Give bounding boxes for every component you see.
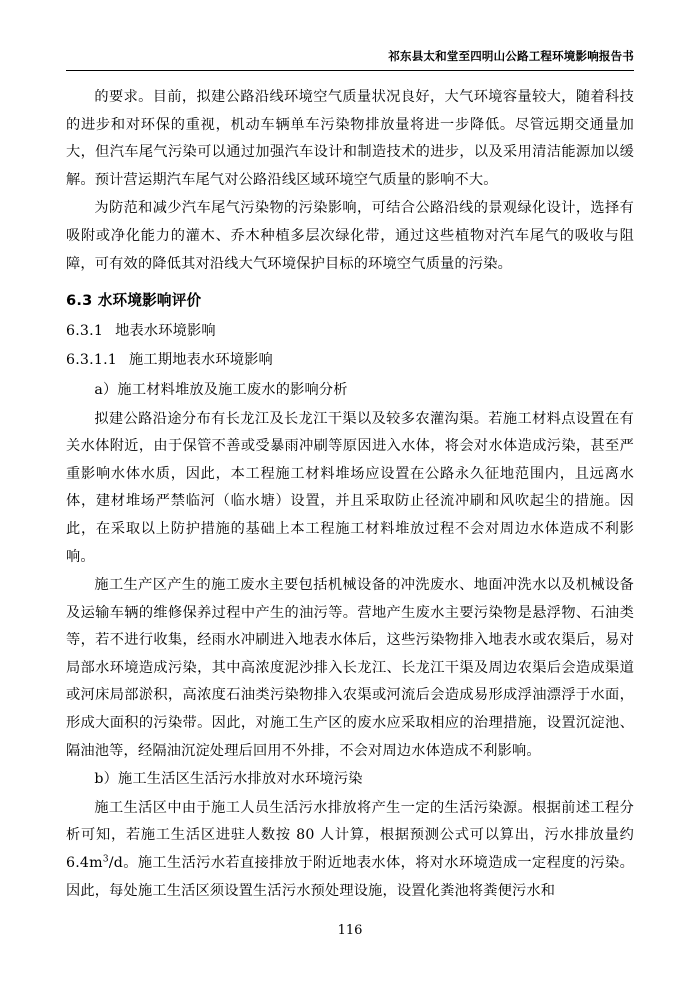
list-item-a: a）施工材料堆放及施工废水的影响分析 [94,381,348,398]
superscript-exponent: 3 [102,854,109,865]
paragraph-text-part1: 施工生活区中由于施工人员生活污水排放将产生一定的生活污染源。根据前述工程分析可知，若施工生活区进驻人数按 80 人计算，根据预测公式可以算出，污水排放量约 6.4m [66,799,634,872]
header-divider [66,70,634,71]
paragraph: 施工生产区产生的施工废水主要包括机械设备的冲洗废水、地面冲洗水以及机械设备及运输车辆的维修保养过程中产生的油污等。营地产生废水主要污染物是悬浮物、石油类等，若不进行收集，经雨水冲刷进入地表水体后，这些污染物排入地表水或农渠后，易对局部水环境造成污染，其中高浓度泥沙排入长龙江、长龙江干渠及周边农渠后会造成渠道或河床局部淤积，高浓度石油类污染物排入农渠或河流后会造成易形成浮油漂浮于水面，形成大面积的污染带。因此，对施工生产区的废水应采取相应的治理措施，设置沉淀池、隔油池等，经隔油沉淀处理后回用不外排，不会对周边水体造成不利影响。 [66,577,634,759]
section-number: 6.3.1.1 [66,352,118,369]
page-header: 祁东县太和堂至四明山公路工程环境影响报告书 [388,49,634,63]
paragraph: 的要求。目前，拟建公路沿线环境空气质量状况良好，大气环境容量较大，随着科技的进步和对环保的重视，机动车辆单车污染物排放量将进一步降低。尽管远期交通量加大，但汽车尾气污染可以通过加强汽车设计和制造技术的进步，以及采用清洁能源加以缓解。预计营运期汽车尾气对公路沿线区域环境空气质量的影响不大。 [66,89,634,188]
section-title: 地表水环境影响 [115,322,216,339]
paragraph [66,795,634,905]
page-number: 116 [337,923,363,938]
paragraph-text-part2: /d。施工生活污水若直接排放于附近地表水体，将对水环境造成一定程度的污染。因此，每处施工生活区须设置生活污水预处理设施，设置化粪池将粪便污水和 [66,855,634,899]
paragraph: 拟建公路沿途分布有长龙江及长龙江干渠以及较多农灌沟渠。若施工材料点设置在有关水体附近，由于保管不善或受暴雨冲刷等原因进入水体，将会对水体造成污染，甚至严重影响水体水质，因此，本工程施工材料堆场应设置在公路永久征地范围内，且远离水体，建材堆场严禁临河（临水塘）设置，并且采取防止径流冲刷和风吹起尘的措施。因此，在采取以上防护措施的基础上本工程施工材料堆放过程不会对周边水体造成不利影响。 [66,410,634,565]
document-content [66,84,634,906]
section-heading-6-3-1 [66,318,634,346]
section-title: 施工期地表水环境影响 [129,352,273,369]
section-number: 6.3.1 [66,322,104,339]
section-heading-6-3: 6.3 水环境影响评价 [66,292,202,310]
paragraph: 为防范和减少汽车尾气污染物的污染影响，可结合公路沿线的景观绿化设计，选择有吸附或净化能力的灌木、乔木种植多层次绿化带，通过这些植物对汽车尾气的吸收与阻障，可有效的降低其对沿线大气环境保护目标的环境空气质量的污染。 [66,200,634,272]
list-item-b: b）施工生活区生活污水排放对水环境污染 [94,771,363,788]
section-heading-6-3-1-1 [66,347,634,375]
